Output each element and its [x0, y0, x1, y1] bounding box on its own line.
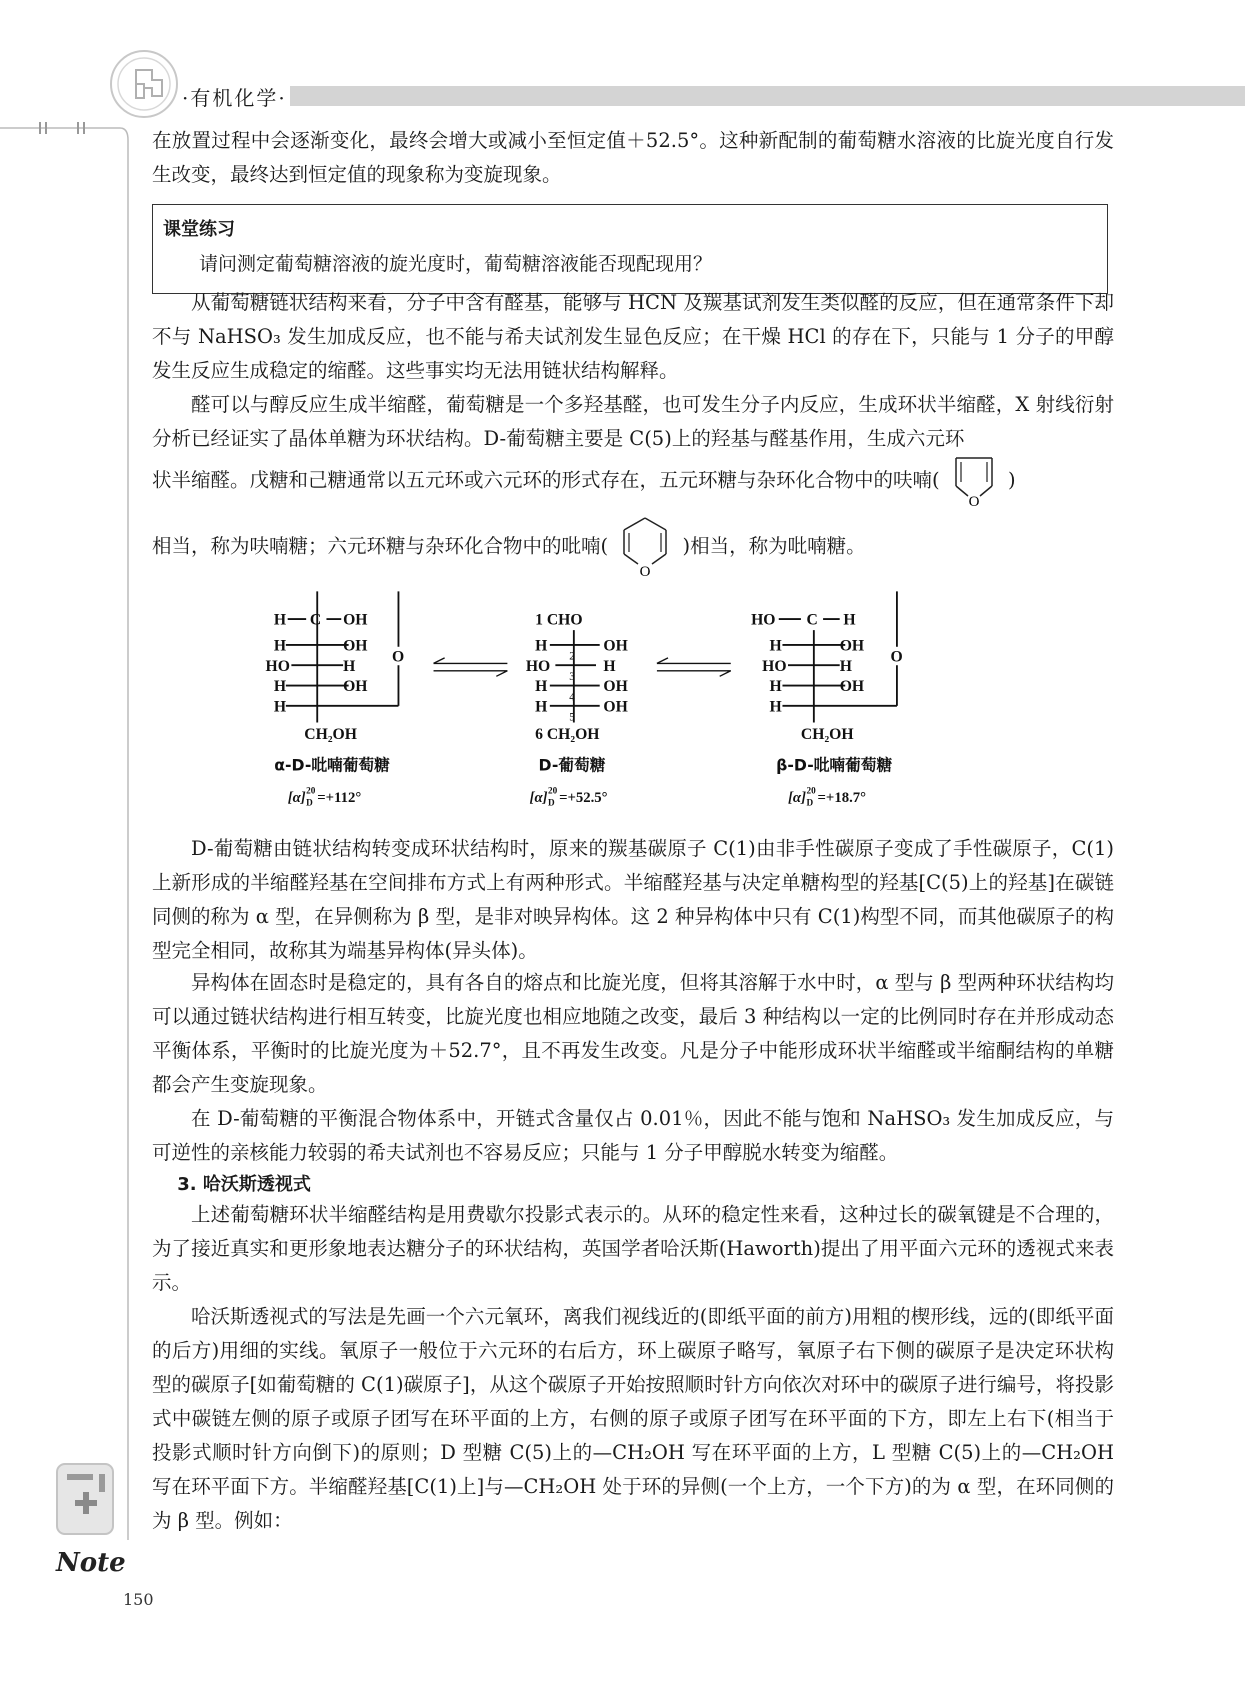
chain-row-left: H	[535, 698, 548, 716]
alpha-row-left: HO	[265, 657, 290, 675]
running-header-title: ·有机化学·	[182, 86, 287, 110]
header-rule	[290, 86, 1245, 106]
beta-row-right: OH	[839, 678, 865, 696]
carbon-number: 5	[569, 711, 575, 724]
pyran-ring-icon	[614, 514, 676, 580]
rotation-symbol: [α]	[529, 789, 548, 806]
beta-pyranose-structure	[751, 591, 903, 743]
chain-row-right: OH	[603, 637, 628, 655]
note-label: Note	[56, 1548, 126, 1578]
chain-row-right: H	[603, 657, 616, 675]
beta-row-right: OH	[839, 637, 865, 655]
chain-row-left: H	[535, 637, 548, 655]
alpha-c1-right: OH	[343, 611, 368, 629]
rotation-value: =+18.7°	[817, 789, 867, 806]
page-number: 150	[123, 1590, 154, 1609]
paragraph: 醛可以与醇反应生成半缩醛，葡萄糖是一个多羟基醛，也可发生分子内反应，生成环状半缩醛，X 射线衍射分析已经证实了晶体单糖为环状结构。D-葡萄糖主要是 C(5)上的羟基与醛基作用，生成六元环	[152, 393, 1114, 450]
alpha-pyranose-structure	[266, 591, 405, 743]
beta-c6: CH₂OH	[800, 726, 854, 744]
beta-rotation	[788, 786, 866, 808]
alpha-row-right: OH	[343, 637, 368, 655]
beta-row-left: HO	[762, 657, 787, 675]
paragraph-text: 状半缩醛。戊糖和己糖通常以五元环或六元环的形式存在，五元环糖与杂环化合物中的呋喃(	[152, 468, 940, 492]
open-chain-structure	[526, 612, 628, 743]
glucose-mutarotation-diagram	[230, 584, 1010, 824]
book-logo-icon	[108, 48, 180, 120]
paragraph-line	[152, 514, 1114, 580]
exercise-question: 请问测定葡萄糖溶液的旋光度时，葡萄糖溶液能否现配现用？	[199, 253, 713, 275]
beta-row-left: H	[769, 698, 782, 716]
rotation-symbol: [α]	[287, 789, 306, 806]
paragraph: 异构体在固态时是稳定的，具有各自的熔点和比旋光度，但将其溶解于水中时，α 型与 β 型两种环状结构均可以通过链状结构进行相互转变，比旋光度也相应地随之改变，最后 3 种结构以一定的比例同时存在并形成动态平衡体系，平衡时的比旋光度为＋52.7°，且不再发生改变。凡是分子中能形成环状半缩醛或半缩酮结构的单糖都会产生变旋现象。	[152, 971, 1114, 1096]
exercise-title: 课堂练习	[163, 219, 235, 240]
rotation-wavelength: D	[306, 797, 313, 808]
paragraph-text: )相当，称为吡喃糖。	[682, 534, 866, 558]
rotation-temperature: 20	[306, 785, 316, 796]
chain-c1: 1 CHO	[535, 611, 583, 629]
beta-name: β-D-吡喃葡萄糖	[776, 755, 893, 775]
note-icon	[55, 1462, 115, 1537]
alpha-row-right: OH	[343, 678, 368, 696]
carbon-number: 3	[569, 671, 575, 683]
furan-oxygen: O	[968, 494, 980, 510]
paragraph-line	[152, 452, 1152, 510]
chain-row-right: OH	[603, 698, 628, 716]
paragraph: D-葡萄糖由链状结构转变成环状结构时，原来的羰基碳原子 C(1)由非手性碳原子变成了手性碳原子，C(1)上新形成的半缩醛羟基在空间排布方式上有两种形式。半缩醛羟基与决定单糖构型的羟基[C(5)上的羟基]在碳链同侧的称为 α 型，在异侧称为 β 型，是非对映异构体。这 2 种异构体中只有 C(1)构型不同，而其他碳原子的构型完全相同，故称其为端基异构体(异头体)。	[152, 837, 1114, 962]
alpha-c1-left: H	[273, 611, 287, 629]
beta-c1-left: HO	[751, 611, 776, 629]
rotation-temperature: 20	[806, 785, 816, 796]
rotation-value: =+112°	[317, 789, 362, 806]
paragraph: 在放置过程中会逐渐变化，最终会增大或减小至恒定值＋52.5°。这种新配制的葡萄糖水溶液的比旋光度自行发生改变，最终达到恒定值的现象称为变旋现象。	[152, 129, 1114, 186]
chain-row-left: HO	[525, 657, 551, 675]
alpha-c1-carbon: C	[309, 611, 322, 629]
pyran-oxygen: O	[639, 564, 651, 580]
alpha-c6: CH₂OH	[304, 726, 357, 744]
alpha-row-left: H	[273, 637, 287, 655]
beta-row-right: H	[839, 657, 852, 675]
beta-row-left: H	[769, 678, 782, 696]
section-heading: 3. 哈沃斯透视式	[177, 1174, 311, 1195]
rotation-wavelength: D	[548, 797, 555, 808]
alpha-row-left: H	[273, 678, 287, 696]
paragraph-text: 相当，称为呋喃糖；六元环糖与杂环化合物中的吡喃(	[152, 534, 609, 558]
carbon-number: 2	[569, 650, 575, 663]
alpha-row-left: H	[273, 698, 287, 716]
chain-name: D-葡萄糖	[538, 755, 606, 775]
carbon-number: 4	[569, 691, 575, 704]
beta-c1-right: H	[843, 611, 856, 629]
rotation-wavelength: D	[806, 797, 814, 808]
chain-row-right: OH	[603, 678, 628, 696]
chain-c6: 6 CH₂OH	[535, 726, 600, 744]
beta-row-left: H	[769, 637, 782, 655]
beta-ring-oxygen: O	[890, 648, 903, 666]
paragraph: 上述葡萄糖环状半缩醛结构是用费歇尔投影式表示的。从环的稳定性来看，这种过长的碳氧键是不合理的，为了接近真实和更形象地表达糖分子的环状结构，英国学者哈沃斯(Haworth)提出了用平面六元环的透视式来表示。	[152, 1203, 1114, 1294]
alpha-row-right: H	[343, 657, 356, 675]
alpha-ring-oxygen: O	[392, 648, 405, 666]
rotation-value: =+52.5°	[559, 789, 608, 806]
exercise-box	[152, 204, 1108, 294]
equilibrium-arrow-icon	[657, 658, 731, 676]
furan-ring-icon	[946, 452, 1002, 510]
beta-c1-carbon: C	[806, 611, 818, 629]
paragraph: 在 D-葡萄糖的平衡混合物体系中，开链式含量仅占 0.01％，因此不能与饱和 NaHSO₃ 发生加成反应，与可逆性的亲核能力较弱的希夫试剂也不容易反应；只能与 1 分子甲醇脱水转变为缩醛。	[152, 1107, 1114, 1164]
chain-rotation	[530, 786, 608, 808]
equilibrium-arrow-icon	[434, 658, 508, 676]
chain-row-left: H	[535, 678, 548, 696]
rotation-temperature: 20	[548, 785, 558, 796]
alpha-rotation	[288, 786, 362, 808]
margin-rule	[0, 0, 160, 1600]
paragraph: 哈沃斯透视式的写法是先画一个六元氧环，离我们视线近的(即纸平面的前方)用粗的楔形线，远的(即纸平面的后方)用细的实线。氧原子一般位于六元环的右后方，环上碳原子略写，氧原子右下侧的碳原子是决定环状构型的碳原子[如葡萄糖的 C(1)碳原子]，从这个碳原子开始按照顺时针方向依次对环中的碳原子进行编号，将投影式中碳链左侧的原子或原子团写在环平面的上方，右侧的原子或原子团写在环平面的下方，即左上右下(相当于投影式顺时针方向倒下)的原则；D 型糖 C(5)上的—CH₂OH 写在环平面的上方，L 型糖 C(5)上的—CH₂OH 写在环平面下方。半缩醛羟基[C(1)上]与—CH₂OH 处于环的异侧(一个上方，一个下方)的为 α 型，在环同侧的为 β 型。例如：	[152, 1305, 1114, 1532]
paragraph-text: )	[1008, 468, 1016, 492]
alpha-name: α-D-吡喃葡萄糖	[274, 755, 390, 775]
paragraph: 从葡萄糖链状结构来看，分子中含有醛基，能够与 HCN 及羰基试剂发生类似醛的反应，但在通常条件下却不与 NaHSO₃ 发生加成反应，也不能与希夫试剂发生显色反应；在干燥 HCl 的存在下，只能与 1 分子的甲醇发生反应生成稳定的缩醛。这些事实均无法用链状结构解释。	[152, 291, 1114, 382]
rotation-symbol: [α]	[788, 789, 806, 806]
